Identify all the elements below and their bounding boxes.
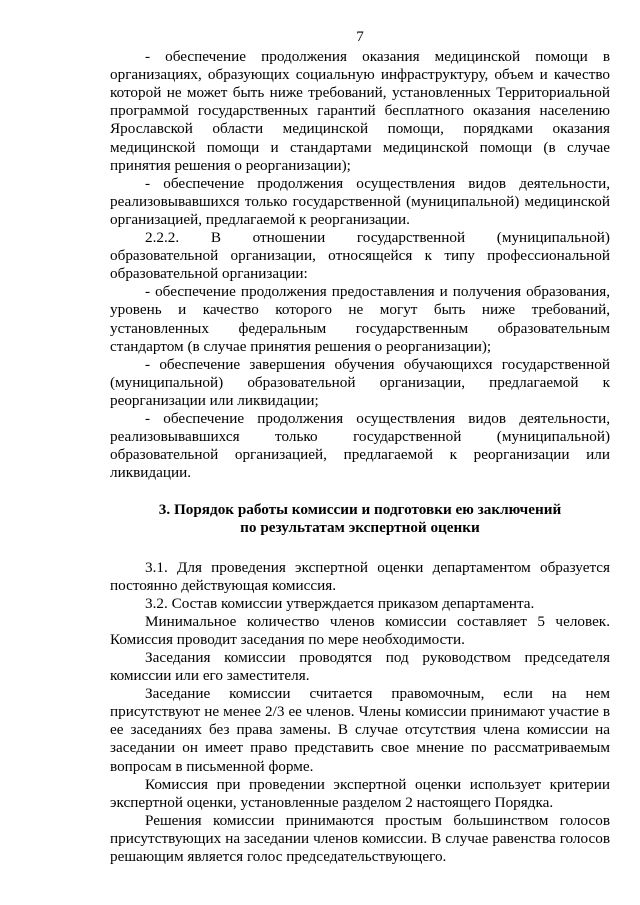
paragraph-minimum-members: Минимальное количество членов комиссии составляет 5 человек. Комиссия проводит заседания по мере необходимости.: [110, 612, 610, 648]
paragraph-evaluation-criteria: Комиссия при проведении экспертной оценки использует критерии экспертной оценки, установленные разделом 2 настоящего Порядка.: [110, 775, 610, 811]
page-number: 7: [356, 28, 364, 45]
paragraph-clause-2-2-2: 2.2.2. В отношении государственной (муниципальной) образовательной организации, относящейся к типу профессиональной образовательной организации:: [110, 229, 610, 283]
paragraph-clause-3-1: 3.1. Для проведения экспертной оценки департаментом образуется постоянно действующая комиссия.: [110, 558, 610, 594]
paragraph-medical-care-continuation: - обеспечение продолжения оказания медицинской помощи в организациях, образующих социальную инфраструктуру, объем и качество которой не может быть ниже требований, установленных Территориальной программой государственных гарантий бесплатного оказания населению Ярославской области медицинской помощи, порядками оказания медицинской помощи и стандартами медицинской помощи (в случае принятия решения о реорганизации);: [110, 48, 610, 174]
paragraph-education-completion: - обеспечение завершения обучения обучающихся государственной (муниципальной) образовательной организации, предлагаемой к реорганизации или ликвидации;: [110, 355, 610, 409]
section-heading-line-1: 3. Порядок работы комиссии и подготовки ею заключений: [158, 501, 562, 519]
paragraph-education-activities-continuation: - обеспечение продолжения осуществления видов деятельности, реализовывавшихся только государственной (муниципальной) образовательной организацией, предлагаемой к реорганизации или ликвидации.: [110, 409, 610, 482]
spacer: [110, 482, 610, 501]
document-page: [110, 28, 610, 866]
paragraph-clause-3-2: 3.2. Состав комиссии утверждается приказом департамента.: [145, 594, 535, 612]
paragraph-education-continuation: - обеспечение продолжения предоставления и получения образования, уровень и качество которого не могут быть ниже требований, установленных федеральным государственным образовательным стандартом (в случае принятия решения о реорганизации);: [110, 283, 610, 355]
paragraph-meeting-chair: Заседания комиссии проводятся под руководством председателя комиссии или его заместителя.: [110, 649, 610, 685]
paragraph-medical-activities-continuation: - обеспечение продолжения осуществления видов деятельности, реализовывавшихся только государственной (муниципальной) медицинской организацией, предлагаемой к реорганизации.: [110, 174, 610, 228]
paragraph-decisions-voting: Решения комиссии принимаются простым большинством голосов присутствующих на заседании членов комиссии. В случае равенства голосов решающим является голос председательствующего.: [110, 811, 610, 866]
paragraph-quorum: Заседание комиссии считается правомочным, если на нем присутствуют не менее 2/3 ее членов. Члены комиссии принимают участие в ее заседаниях без права замены. В случае отсутствия члена комиссии на заседании он имеет право представить свое мнение по рассматриваемым вопросам в письменной форме.: [110, 685, 610, 775]
spacer: [110, 538, 610, 559]
section-heading-line-2: по результатам экспертной оценки: [240, 519, 480, 537]
